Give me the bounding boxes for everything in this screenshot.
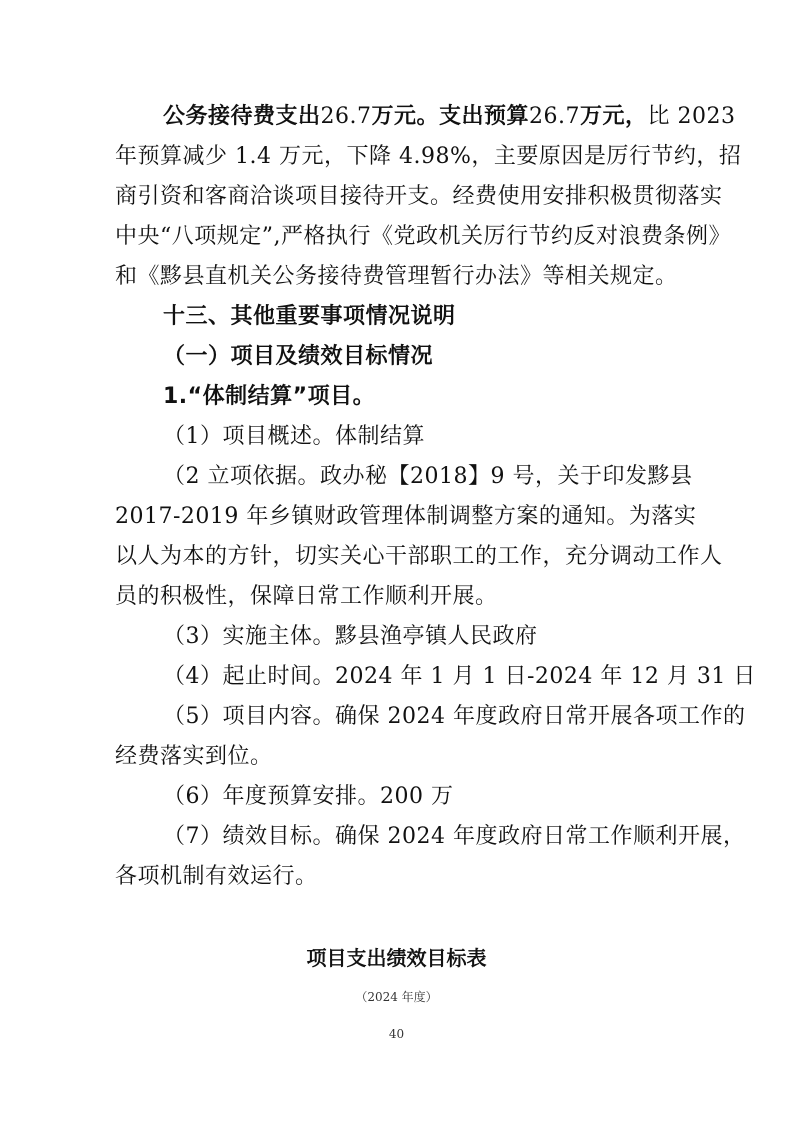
reception-amount: 26.7 (320, 104, 372, 129)
table-title: 项目支出绩效目标表 (306, 946, 487, 970)
item-1-content-line-2: 经费落实到位。 (115, 744, 273, 769)
item-1-overview: （1）项目概述。体制结算 (163, 424, 425, 449)
section-13-heading: 十三、其他重要事项情况说明 (163, 304, 456, 329)
item-1-content-line-1: （5）项目内容。确保 2024 年度政府日常开展各项工作的 (163, 704, 746, 729)
paragraph-reception-line-3: 商引资和客商洽谈项目接待开支。经费使用安排积极贯彻落实 (115, 184, 723, 209)
table-year: （2024 年度） (355, 990, 438, 1004)
paragraph-reception-line-1 (163, 97, 736, 137)
reception-label: 公务接待费支出 (163, 104, 321, 129)
item-1-basis-line-3: 以人为本的方针，切实关心干部职工的工作，充分调动工作人 (115, 544, 723, 569)
subsection-1-heading: （一）项目及绩效目标情况 (163, 344, 434, 369)
reception-compare: 比 2023 (647, 104, 736, 129)
paragraph-reception-line-2: 年预算减少 1.4 万元，下降 4.98%，主要原因是厉行节约，招 (115, 144, 742, 169)
item-1-target-line-2: 各项机制有效运行。 (115, 864, 318, 889)
reception-unit: 万元， (580, 104, 648, 129)
item-1-target-line-1: （7）绩效目标。确保 2024 年度政府日常工作顺利开展， (163, 824, 746, 849)
reception-budget-amount: 26.7 (529, 104, 580, 129)
item-1-basis-line-4: 员的积极性，保障日常工作顺利开展。 (115, 584, 498, 609)
item-1-subject: （3）实施主体。黟县渔亭镇人民政府 (163, 624, 538, 649)
item-1-basis-line-1: （2 立项依据。政办秘【2018】9 号，关于印发黟县 (163, 464, 693, 489)
item-1-basis-line-2: 2017-2019 年乡镇财政管理体制调整方案的通知。为落实 (115, 504, 697, 529)
item-1-budget: （6）年度预算安排。200 万 (163, 784, 454, 809)
item-1-period: （4）起止时间。2024 年 1 月 1 日-2024 年 12 月 31 日 (163, 664, 756, 689)
item-1-heading: 1.“体制结算”项目。 (163, 384, 376, 409)
reception-budget-label: 万元。支出预算 (371, 104, 530, 129)
paragraph-reception-line-4: 中央“八项规定”,严格执行《党政机关厉行节约反对浪费条例》 (115, 224, 731, 249)
page-number: 40 (388, 1027, 405, 1041)
paragraph-reception-line-5: 和《黟县直机关公务接待费管理暂行办法》等相关规定。 (115, 264, 678, 289)
